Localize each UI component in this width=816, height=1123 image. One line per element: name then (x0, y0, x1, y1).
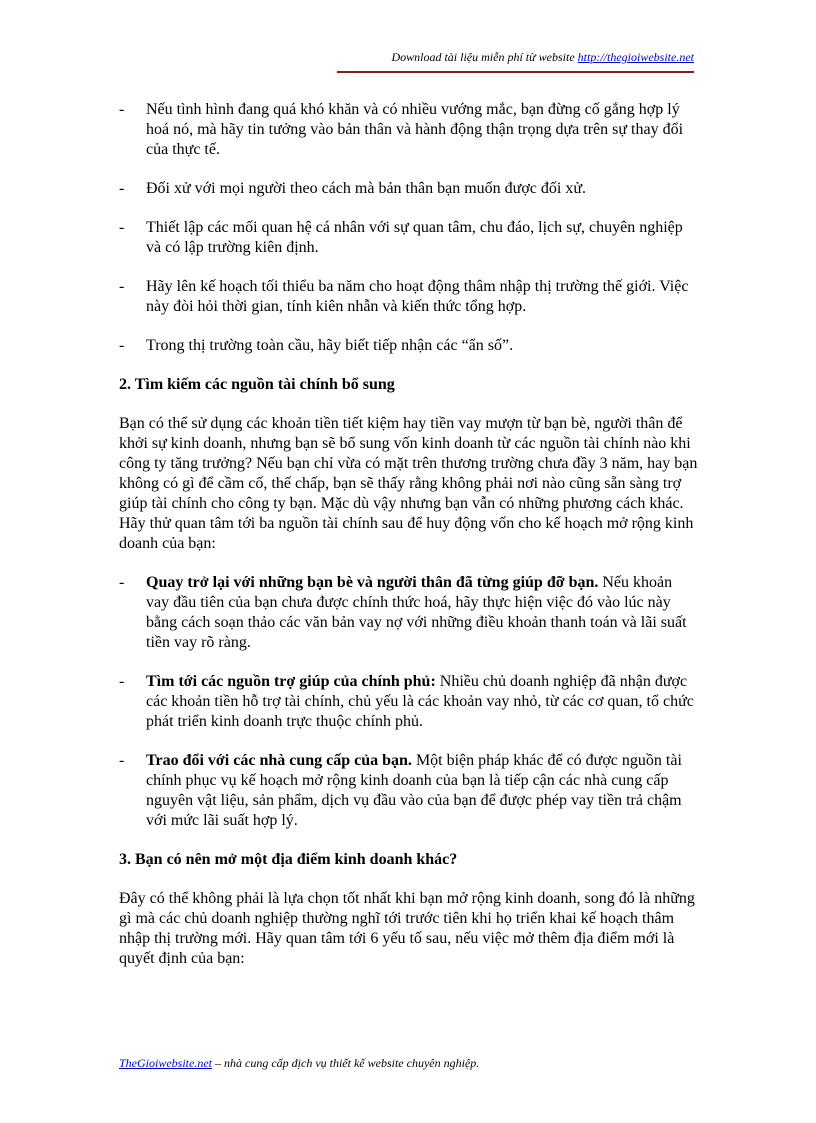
bullet-dash: - (119, 101, 125, 118)
list-item-text: Một biện pháp khác để có được nguồn tài chính phục vụ kế hoạch mở rộng kinh doanh của bạn là tiếp cận các nhà cung cấp nguyên vật liệu, sản phẩm, dịch vụ đầu vào của bạn để được phép vay tiền trả chậm với mức lãi suất hợp lý. (146, 752, 682, 829)
bullet-dash: - (119, 574, 125, 591)
bullet-dash: - (119, 752, 125, 769)
list-item-text: Nhiều chủ doanh nghiệp đã nhận được các khoản tiền hỗ trợ tài chính, chủ yếu là các khoản vay nhỏ, từ các cơ quan, tổ chức phát triển kinh doanh trực thuộc chính phủ. (146, 673, 694, 730)
bullet-dash: - (119, 180, 125, 197)
page-header (337, 50, 694, 73)
header-link[interactable]: http://thegioiwebsite.net (577, 50, 694, 64)
list-item-text: Nếu khoản vay đầu tiên của bạn chưa được chính thức hoá, hãy thực hiện việc đó vào lúc này bằng cách soạn thảo các văn bản vay nợ với những điều khoản thanh toán và lãi suất tiền vay rõ ràng. (146, 574, 687, 651)
bullet-dash: - (119, 278, 125, 295)
section-heading: 2. Tìm kiếm các nguồn tài chính bổ sung (119, 376, 395, 393)
list-item-text: Đối xử với mọi người theo cách mà bản thân bạn muốn được đối xử. (146, 180, 586, 197)
list-item (119, 751, 699, 831)
footer-text: – nhà cung cấp dịch vụ thiết kế website chuyên nghiệp. (212, 1056, 480, 1070)
list-item-lead: Trao đổi với các nhà cung cấp của bạn. (146, 752, 412, 769)
list-item (119, 573, 699, 653)
section-paragraph: Bạn có thể sử dụng các khoản tiền tiết kiệm hay tiền vay mượn từ bạn bè, người thân để khởi sự kinh doanh, nhưng bạn sẽ bổ sung vốn kinh doanh từ các nguồn tài chính nào khi công ty tăng trưởng? Nếu bạn chỉ vừa có mặt trên thương trường chưa đầy 3 năm, hay bạn không có gì để cầm cố, thế chấp, bạn sẽ thấy rằng không phải nơi nào cũng sẵn sàng trợ giúp tài chính cho công ty bạn. Mặc dù vậy nhưng bạn vẫn có những phương cách khác. Hãy thử quan tâm tới ba nguồn tài chính sau để huy động vốn cho kế hoạch mở rộng kinh doanh của bạn: (119, 415, 698, 552)
bullet-dash: - (119, 673, 125, 690)
list-item (119, 336, 699, 356)
list-item (119, 179, 699, 199)
list-item (119, 218, 699, 258)
section-heading: 3. Bạn có nên mở một địa điểm kinh doanh khác? (119, 851, 458, 868)
list-item (119, 277, 699, 317)
page-footer (119, 1056, 479, 1071)
list-item (119, 100, 699, 160)
list-item-text: Nếu tình hình đang quá khó khăn và có nhiều vướng mắc, bạn đừng cố gắng hợp lý hoá nó, mà hãy tin tưởng vào bản thân và hành động thận trọng dựa trên sự thay đổi của thực tế. (146, 101, 684, 158)
header-text: Download tài liệu miễn phí từ website (391, 50, 578, 64)
bullet-dash: - (119, 219, 125, 236)
list-item-text: Thiết lập các mối quan hệ cá nhân với sự quan tâm, chu đáo, lịch sự, chuyên nghiệp và có lập trường kiên định. (146, 219, 683, 256)
list-item-lead: Quay trở lại với những bạn bè và người thân đã từng giúp đỡ bạn. (146, 574, 599, 591)
list-item-lead: Tìm tới các nguồn trợ giúp của chính phủ: (146, 673, 436, 690)
footer-link[interactable]: TheGioiwebsite.net (119, 1056, 212, 1070)
list-item (119, 672, 699, 732)
list-item-text: Hãy lên kế hoạch tối thiểu ba năm cho hoạt động thâm nhập thị trường thế giới. Việc này đòi hỏi thời gian, tính kiên nhẫn và kiến thức tổng hợp. (146, 278, 689, 315)
section-paragraph: Đây có thể không phải là lựa chọn tốt nhất khi bạn mở rộng kinh doanh, song đó là những gì mà các chủ doanh nghiệp thường nghĩ tới trước tiên khi họ triển khai kế hoạch thâm nhập thị trường mới. Hãy quan tâm tới 6 yếu tố sau, nếu việc mở thêm địa điểm mới là quyết định của bạn: (119, 890, 695, 967)
list-item-text: Trong thị trường toàn cầu, hãy biết tiếp nhận các “ẩn số”. (146, 337, 514, 354)
bullet-dash: - (119, 337, 125, 354)
document-body (119, 100, 699, 988)
